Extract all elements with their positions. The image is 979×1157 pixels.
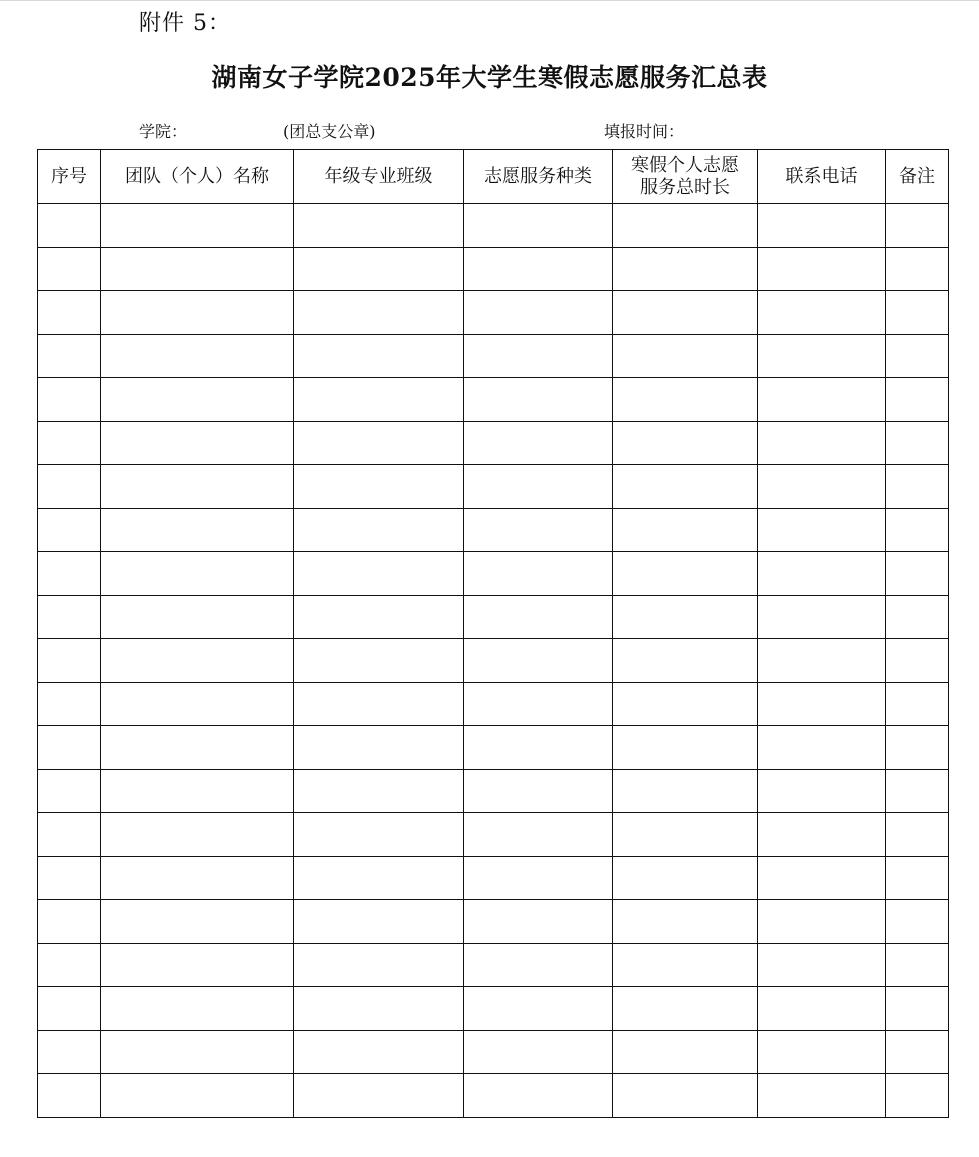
table-cell	[613, 247, 758, 291]
table-cell	[613, 334, 758, 378]
table-row	[38, 204, 949, 248]
table-cell	[886, 552, 949, 596]
table-cell	[294, 987, 464, 1031]
table-cell	[758, 987, 886, 1031]
header-cell-service-type: 志愿服务种类	[464, 150, 613, 204]
table-cell	[613, 943, 758, 987]
table-cell	[886, 769, 949, 813]
table-cell	[613, 1074, 758, 1118]
table-cell	[613, 987, 758, 1031]
table-cell	[758, 1030, 886, 1074]
table-cell	[38, 334, 101, 378]
table-cell	[886, 378, 949, 422]
table-cell	[38, 421, 101, 465]
table-cell	[38, 595, 101, 639]
table-cell	[886, 465, 949, 509]
stamp-label: (团总支公章)	[283, 122, 376, 141]
table-cell	[758, 334, 886, 378]
table-cell	[758, 204, 886, 248]
table-cell	[464, 334, 613, 378]
table-cell	[464, 204, 613, 248]
table-row	[38, 421, 949, 465]
table-cell	[758, 639, 886, 683]
table-cell	[613, 900, 758, 944]
table-cell	[758, 900, 886, 944]
table-cell	[101, 682, 294, 726]
table-cell	[464, 465, 613, 509]
table-cell	[38, 465, 101, 509]
table-cell	[101, 1030, 294, 1074]
table-cell	[886, 1030, 949, 1074]
table-header-row	[38, 150, 949, 204]
table-cell	[101, 769, 294, 813]
table-cell	[758, 682, 886, 726]
table-cell	[613, 813, 758, 857]
table-cell	[758, 247, 886, 291]
table-cell	[613, 726, 758, 770]
table-cell	[38, 1030, 101, 1074]
table-cell	[294, 1030, 464, 1074]
table-cell	[613, 204, 758, 248]
header-cell-index: 序号	[38, 150, 101, 204]
table-cell	[38, 204, 101, 248]
table-cell	[38, 726, 101, 770]
table-cell	[758, 465, 886, 509]
table-cell	[101, 204, 294, 248]
table-cell	[101, 726, 294, 770]
table-cell	[38, 247, 101, 291]
table-cell	[294, 465, 464, 509]
table-cell	[294, 552, 464, 596]
table-cell	[101, 595, 294, 639]
table-cell	[886, 1074, 949, 1118]
table-cell	[464, 900, 613, 944]
table-cell	[294, 247, 464, 291]
table-cell	[758, 421, 886, 465]
table-cell	[101, 291, 294, 335]
table-row	[38, 682, 949, 726]
table-cell	[613, 552, 758, 596]
table-cell	[38, 900, 101, 944]
table-cell	[464, 682, 613, 726]
table-row	[38, 1030, 949, 1074]
table-cell	[101, 943, 294, 987]
table-cell	[886, 987, 949, 1031]
college-label: 学院：	[139, 122, 188, 141]
table-cell	[38, 1074, 101, 1118]
table-cell	[294, 639, 464, 683]
header-cell-remarks: 备注	[886, 150, 949, 204]
page-top-border	[0, 0, 979, 1]
table-cell	[38, 639, 101, 683]
table-row	[38, 595, 949, 639]
table-cell	[758, 595, 886, 639]
table-cell	[613, 465, 758, 509]
table-cell	[464, 639, 613, 683]
table-cell	[613, 595, 758, 639]
table-row	[38, 987, 949, 1031]
table-cell	[613, 856, 758, 900]
table-row	[38, 943, 949, 987]
table-cell	[758, 856, 886, 900]
table-cell	[294, 1074, 464, 1118]
table-cell	[886, 900, 949, 944]
table-cell	[464, 552, 613, 596]
table-cell	[294, 682, 464, 726]
table-cell	[464, 769, 613, 813]
header-cell-grade-major-class: 年级专业班级	[294, 150, 464, 204]
table-cell	[613, 421, 758, 465]
table-cell	[38, 682, 101, 726]
table-cell	[294, 291, 464, 335]
document-title: 湖南女子学院2025年大学生寒假志愿服务汇总表	[211, 63, 768, 92]
table-cell	[758, 769, 886, 813]
table-row	[38, 769, 949, 813]
table-cell	[886, 943, 949, 987]
table-cell	[758, 1074, 886, 1118]
header-cell-phone: 联系电话	[758, 150, 886, 204]
table-cell	[294, 856, 464, 900]
table-cell	[294, 595, 464, 639]
table-cell	[38, 378, 101, 422]
table-cell	[758, 378, 886, 422]
table-row	[38, 465, 949, 509]
table-cell	[464, 378, 613, 422]
table-cell	[886, 813, 949, 857]
table-cell	[294, 769, 464, 813]
table-cell	[886, 291, 949, 335]
attachment-label: 附件 5：	[139, 11, 231, 36]
table-cell	[886, 856, 949, 900]
table-cell	[38, 813, 101, 857]
table-cell	[464, 726, 613, 770]
table-cell	[294, 334, 464, 378]
table-row	[38, 291, 949, 335]
table-cell	[101, 334, 294, 378]
table-cell	[38, 291, 101, 335]
table-cell	[38, 943, 101, 987]
table-cell	[613, 1030, 758, 1074]
table-cell	[613, 639, 758, 683]
table-cell	[101, 465, 294, 509]
table-cell	[294, 813, 464, 857]
table-cell	[464, 856, 613, 900]
table-cell	[294, 943, 464, 987]
table-cell	[294, 900, 464, 944]
table-cell	[613, 378, 758, 422]
table-row	[38, 900, 949, 944]
table-cell	[294, 378, 464, 422]
table-cell	[464, 421, 613, 465]
table-row	[38, 552, 949, 596]
table-cell	[101, 639, 294, 683]
table-cell	[101, 378, 294, 422]
table-cell	[294, 508, 464, 552]
table-cell	[613, 508, 758, 552]
table-cell	[886, 639, 949, 683]
table-cell	[758, 943, 886, 987]
table-cell	[101, 900, 294, 944]
table-cell	[294, 421, 464, 465]
table-cell	[38, 508, 101, 552]
table-cell	[38, 769, 101, 813]
table-cell	[464, 595, 613, 639]
table-cell	[38, 987, 101, 1031]
table-cell	[464, 1030, 613, 1074]
table-cell	[464, 987, 613, 1031]
table-cell	[886, 726, 949, 770]
table-cell	[38, 856, 101, 900]
table-row	[38, 247, 949, 291]
table-cell	[886, 595, 949, 639]
table-cell	[758, 552, 886, 596]
table-cell	[101, 508, 294, 552]
table-cell	[758, 813, 886, 857]
table-cell	[886, 421, 949, 465]
table-cell	[101, 421, 294, 465]
table-cell	[294, 726, 464, 770]
table-cell	[758, 508, 886, 552]
table-cell	[294, 204, 464, 248]
table-cell	[464, 508, 613, 552]
table-cell	[464, 291, 613, 335]
date-label: 填报时间：	[604, 122, 685, 141]
table-row	[38, 639, 949, 683]
table-cell	[464, 1074, 613, 1118]
table-cell	[464, 247, 613, 291]
table-cell	[613, 769, 758, 813]
table-cell	[464, 943, 613, 987]
table-row	[38, 726, 949, 770]
table-cell	[758, 726, 886, 770]
table-cell	[38, 552, 101, 596]
table-row	[38, 334, 949, 378]
table-cell	[101, 552, 294, 596]
header-cell-team-name: 团队（个人）名称	[101, 150, 294, 204]
table-cell	[101, 856, 294, 900]
table-cell	[101, 1074, 294, 1118]
header-cell-total-hours: 寒假个人志愿 服务总时长	[613, 150, 758, 204]
table-cell	[886, 204, 949, 248]
table-row	[38, 1074, 949, 1118]
table-cell	[886, 334, 949, 378]
table-cell	[101, 987, 294, 1031]
table-cell	[886, 508, 949, 552]
table-cell	[464, 813, 613, 857]
table-cell	[101, 247, 294, 291]
table-row	[38, 813, 949, 857]
table-cell	[613, 291, 758, 335]
table-row	[38, 856, 949, 900]
table-cell	[101, 813, 294, 857]
table-cell	[886, 247, 949, 291]
table-row	[38, 378, 949, 422]
table-cell	[758, 291, 886, 335]
table-cell	[886, 682, 949, 726]
table-row	[38, 508, 949, 552]
summary-table	[37, 149, 949, 1118]
table-cell	[613, 682, 758, 726]
